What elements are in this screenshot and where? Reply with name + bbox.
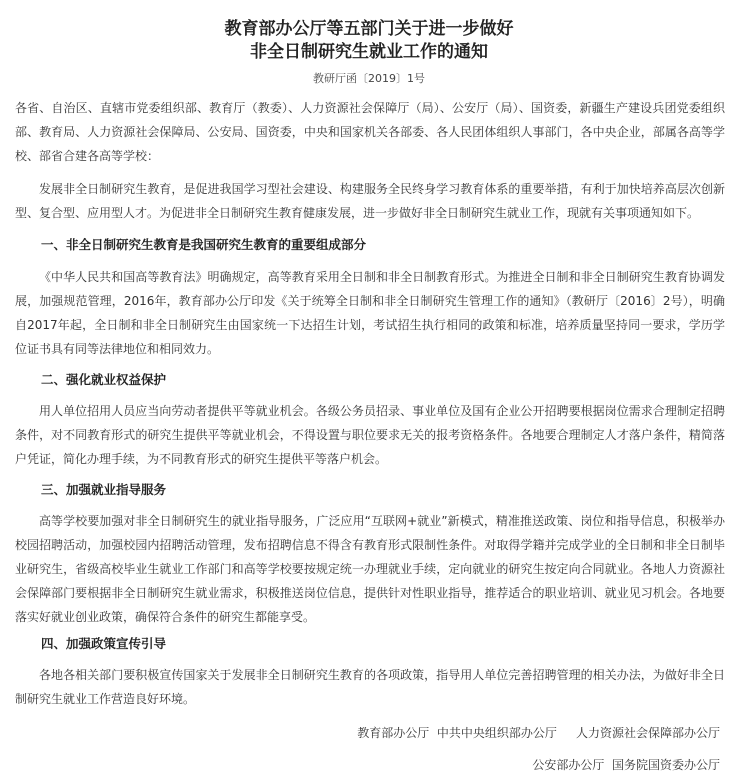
section-2-heading: 二、强化就业权益保护 xyxy=(41,372,167,387)
document-number: 教研厅函〔2019〕1号 xyxy=(313,72,425,85)
section-2-body: 用人单位招用人员应当向劳动者提供平等就业机会。各级公务员招录、事业单位及国有企业公开招聘要根据岗位需求合理制定招聘条件，对不同教育形式的研究生提供平等就业机会，不得设置与职位要求无关的报考资格条件。各地要合理制定人才落户条件，精简落户凭证，简化办理手续，为不同教育形式的研究生提供平等落户机会。 xyxy=(15,404,725,466)
signatures-line-1: 教育部办公厅 中共中央组织部办公厅 人力资源社会保障部办公厅 xyxy=(357,726,720,740)
document-title-line-2: 非全日制研究生就业工作的通知 xyxy=(250,42,488,62)
section-1-body: 《中华人民共和国高等教育法》明确规定，高等教育采用全日制和非全日制教育形式。为推进全日制和非全日制研究生教育协调发展，加强规范管理，2016年，教育部办公厅印发《关于统筹全日制和非全日制研究生管理工作的通知》（教研厅〔2016〕2号），明确自2017年起，全日制和非全日制研究生由国家统一下达招生计划，考试招生执行相同的政策和标准，培养质量坚持同一要求，学历学位证书具有同等法律地位和相同效力。 xyxy=(15,270,725,356)
section-4-body: 各地各相关部门要积极宣传国家关于发展非全日制研究生教育的各项政策，指导用人单位完善招聘管理的相关办法，为做好非全日制研究生就业工作营造良好环境。 xyxy=(15,668,725,706)
intro-paragraph: 发展非全日制研究生教育，是促进我国学习型社会建设、构建服务全民终身学习教育体系的重要举措，有利于加快培养高层次创新型、复合型、应用型人才。为促进非全日制研究生教育健康发展，进一步做好非全日制研究生就业工作，现就有关事项通知如下。 xyxy=(15,182,725,220)
recipients-paragraph: 各省、自治区、直辖市党委组织部、教育厅（教委）、人力资源社会保障厅（局）、公安厅（局）、国资委，新疆生产建设兵团党委组织部、教育局、人力资源社会保障局、公安局、国资委，中央和国家机关各部委、各人民团体组织人事部门，各中央企业，部属各高等学校、部省合建各高等学校： xyxy=(15,101,725,163)
section-3-heading: 三、加强就业指导服务 xyxy=(41,482,167,497)
document-title-line-1: 教育部办公厅等五部门关于进一步做好 xyxy=(224,19,514,39)
signatures-line-2: 公安部办公厅 国务院国资委办公厅 xyxy=(532,758,720,772)
section-1-heading: 一、非全日制研究生教育是我国研究生教育的重要组成部分 xyxy=(41,237,367,252)
section-4-heading: 四、加强政策宣传引导 xyxy=(41,636,167,651)
section-3-body: 高等学校要加强对非全日制研究生的就业指导服务，广泛应用“互联网+就业”新模式，精准推送政策、岗位和指导信息，积极举办校园招聘活动，加强校园内招聘活动管理，发布招聘信息不得含有教育形式限制性条件。对取得学籍并完成学业的全日制和非全日制毕业研究生，省级高校毕业生就业工作部门和高等学校要按规定统一办理就业手续，定向就业的研究生按定向合同就业。各地人力资源社会保障部门要根据非全日制研究生就业需求，积极推送岗位信息，提供针对性职业指导，推荐适合的职业培训、就业见习机会。各地要落实好就业创业政策，确保符合条件的研究生都能享受。 xyxy=(15,514,725,624)
